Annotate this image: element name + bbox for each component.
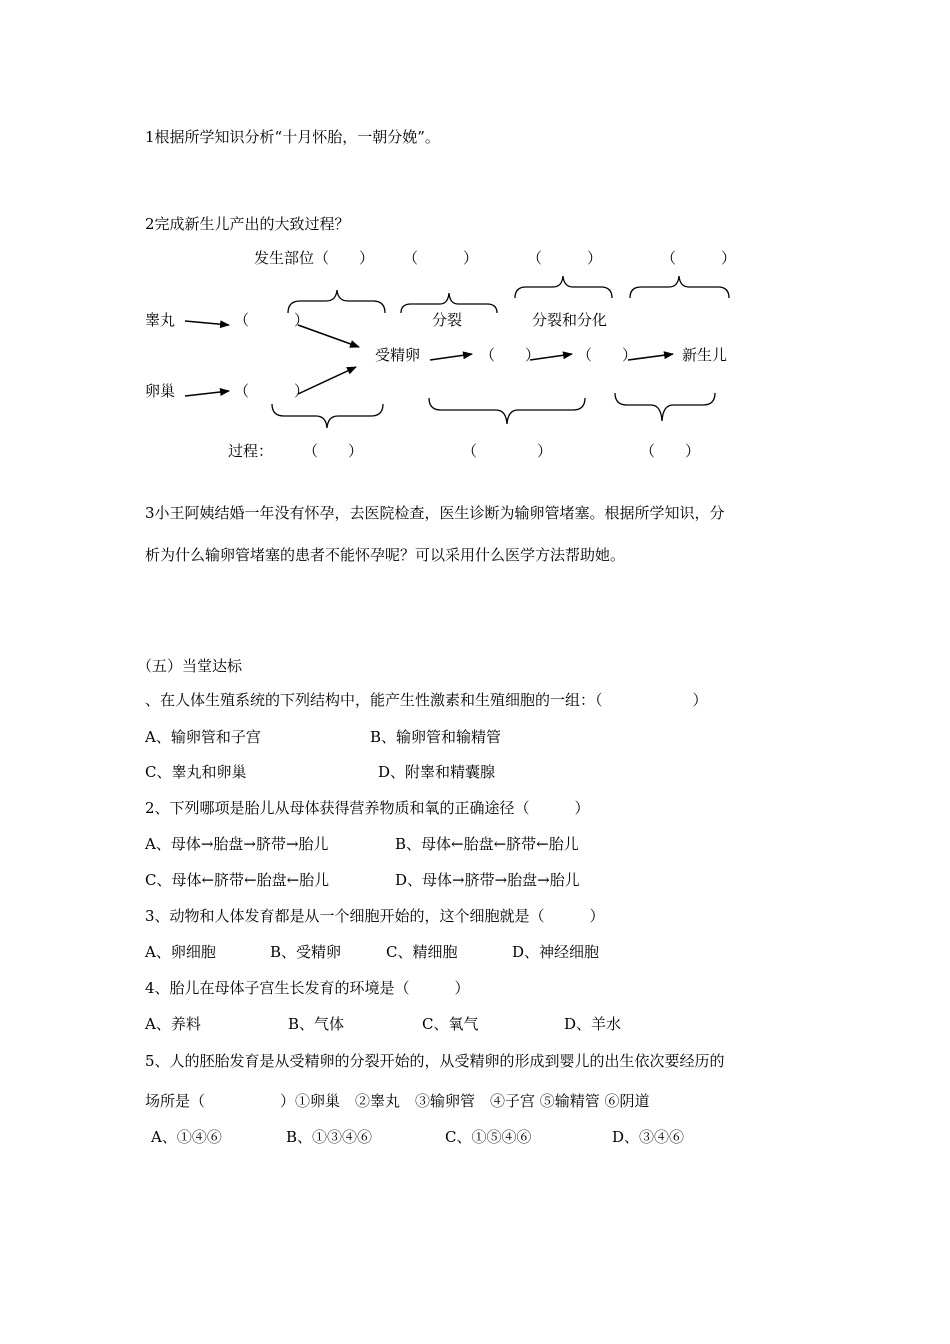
- arrow-sperm-to-zygote: [298, 325, 359, 347]
- item-4-option-d: D、羊水: [564, 1015, 622, 1033]
- question-2: 2完成新生儿产出的大致过程？: [145, 215, 350, 233]
- item-3-option-c: C、精细胞: [386, 943, 458, 961]
- bottom-paren-3: （ ）: [640, 442, 701, 460]
- item-1-option-b: B、输卵管和输精管: [370, 728, 502, 746]
- label-zygote: 受精卵: [375, 346, 421, 364]
- item-2-option-d: D、母体→脐带→胎盘→胎儿: [395, 871, 580, 889]
- item-3-option-b: B、受精卵: [270, 943, 342, 961]
- bottom-paren-2: （ ）: [462, 442, 553, 460]
- arrow-ovary: [185, 391, 229, 396]
- paren-testis: （ ）: [234, 311, 310, 329]
- item-1-stem: 、在人体生殖系统的下列结构中，能产生性激素和生殖细胞的一组：（ ）: [145, 691, 708, 709]
- arrow-testis: [185, 321, 229, 325]
- item-1-option-a: A、输卵管和子宫: [145, 728, 261, 746]
- item-4-option-b: B、气体: [288, 1015, 345, 1033]
- item-5-stem-line-2: 场所是（ ）①卵巢 ②睾丸 ③输卵管 ④子宫 ⑤输精管 ⑥阴道: [145, 1092, 650, 1110]
- question-3-line-1: 3小王阿姨结婚一年没有怀孕，去医院检查，医生诊断为输卵管堵塞。根据所学知识，分: [145, 504, 725, 522]
- item-5-stem-line-1: 5、人的胚胎发育是从受精卵的分裂开始的，从受精卵的形成到婴儿的出生依次要经历的: [145, 1052, 725, 1070]
- mid-paren-2: （ ）: [577, 346, 638, 364]
- bottom-paren-1: （ ）: [303, 442, 364, 460]
- bottom-brace-3: [615, 393, 715, 421]
- item-3-stem: 3、动物和人体发育都是从一个细胞开始的，这个细胞就是（ ）: [145, 907, 605, 925]
- item-2-option-b: B、母体←胎盘←脐带←胎儿: [395, 835, 579, 853]
- label-division-differentiation: 分裂和分化: [532, 311, 608, 329]
- item-4-stem: 4、胎儿在母体子宫生长发育的环境是（ ）: [145, 979, 470, 997]
- item-5-option-d: D、③④⑥: [612, 1128, 685, 1146]
- label-process: 过程：: [228, 442, 274, 460]
- item-2-option-a: A、母体→胎盘→脐带→胎儿: [145, 835, 329, 853]
- item-2-option-c: C、母体←脐带←胎盘←胎儿: [145, 871, 330, 889]
- section-title: （五）当堂达标: [137, 657, 243, 675]
- top-label-4: （ ）: [661, 249, 737, 267]
- arrow-zygote-to-1: [430, 354, 472, 360]
- label-testis: 睾丸: [145, 311, 176, 329]
- top-label-site: 发生部位（ ）: [254, 249, 375, 267]
- item-2-stem: 2、下列哪项是胎儿从母体获得营养物质和氧的正确途径（ ）: [145, 799, 590, 817]
- arrow-1-to-2: [530, 354, 572, 360]
- top-label-3: （ ）: [527, 249, 603, 267]
- item-3-option-a: A、卵细胞: [145, 943, 216, 961]
- arrow-egg-to-zygote: [298, 367, 356, 394]
- mid-paren-1: （ ）: [480, 346, 541, 364]
- arrow-2-to-newborn: [628, 354, 673, 360]
- item-4-option-c: C、氧气: [422, 1015, 479, 1033]
- label-ovary: 卵巢: [145, 382, 176, 400]
- item-1-option-c: C、睾丸和卵巢: [145, 763, 247, 781]
- top-label-2: （ ）: [403, 249, 479, 267]
- item-5-option-a: A、①④⑥: [151, 1128, 222, 1146]
- item-1-option-d: D、附睾和精囊腺: [378, 763, 496, 781]
- question-3-line-2: 析为什么输卵管堵塞的患者不能怀孕呢？可以采用什么医学方法帮助她。: [145, 546, 626, 564]
- label-newborn: 新生儿: [682, 346, 728, 364]
- top-brace-1: [288, 290, 385, 313]
- label-division: 分裂: [432, 311, 463, 329]
- item-4-option-a: A、养料: [145, 1015, 201, 1033]
- item-3-option-d: D、神经细胞: [512, 943, 600, 961]
- bottom-brace-2: [429, 398, 585, 424]
- question-1: 1根据所学知识分析“十月怀胎，一朝分娩”。: [145, 128, 440, 146]
- top-brace-4: [630, 276, 729, 298]
- top-brace-3: [515, 276, 612, 298]
- item-5-option-b: B、①③④⑥: [286, 1128, 373, 1146]
- top-brace-2: [401, 293, 497, 313]
- item-5-option-c: C、①⑤④⑥: [445, 1128, 532, 1146]
- bottom-brace-1: [272, 404, 383, 428]
- paren-ovary: （ ）: [234, 382, 310, 400]
